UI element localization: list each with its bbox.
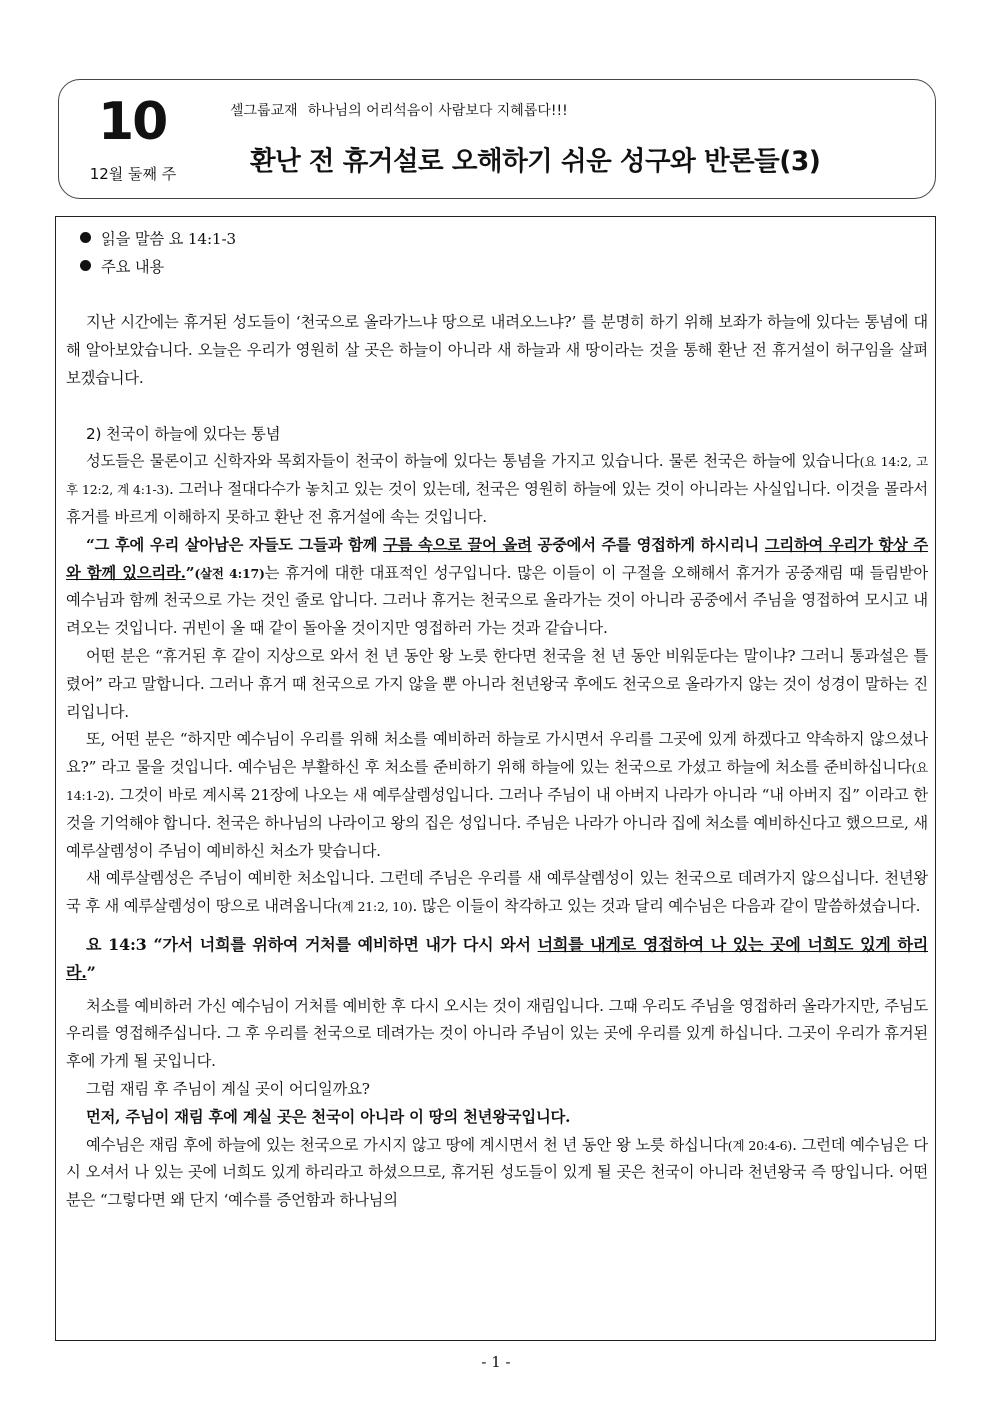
paragraph: 성도들은 물론이고 신학자와 목회자들이 천국이 하늘에 있다는 통념을 가지고 있습니다. 물론 천국은 하늘에 있습니다(요 14:2, 고후 12:2, 계 4:1-3). 그러나 절대다수가 놓치고 있는 것이 있는데, 천국은 영원히 하늘에 있는 것이 아니라는 사실입니다. 이것을 몰라서 휴거를 바르게 이해하지 못하고 환난 전 휴거설에 속는 것입니다.: [66, 452, 928, 526]
paragraph: 그럼 재림 후 주님이 계실 곳이 어디일까요?: [86, 1079, 370, 1098]
scripture-ref: (살전 4:17): [194, 565, 265, 581]
lesson-number: 10: [98, 92, 167, 152]
underlined-phrase: 그리하여 우리가 항상 주와 함께 있으리라.: [66, 535, 928, 582]
reading-reference: 요 14:1-3: [168, 230, 236, 248]
underlined-phrase: 너희를 내게로 영접하여 나 있는 곳에 너희도 있게 하리라.: [66, 934, 928, 982]
lesson-week: 12월 둘째 주: [89, 165, 177, 183]
paragraph: 또, 어떤 분은 “하지만 예수님이 우리를 위해 처소를 예비하러 하늘로 가시면서 우리를 그곳에 있게 하겠다고 약속하지 않으셨나요?” 라고 물을 것입니다. 예수님은 부활하신 후 처소를 준비하기 위해 하늘에 있는 천국으로 가셨고 하늘에 처소를 준비하십니다(요 14:1-2). 그것이 바로 계시록 21장에 나오는 새 예루살렘성입니다. 그러나 주님이 내 아버지 나라가 아니라 “내 아버지 집” 이라고 한 것을 기억해야 합니다. 천국은 하나님의 나라이고 왕의 집은 성입니다. 주님은 나라가 아니라 집에 처소를 예비하신다고 했으므로, 새 예루살렘성이 주님이 예비하신 처소가 맞습니다.: [66, 730, 928, 860]
scripture-ref: (계 21:2, 10): [337, 899, 413, 915]
scripture-ref: (요 14:2, 고후 12:2, 계 4:1-3): [66, 454, 928, 498]
paragraph: 새 예루살렘성은 주님이 예비한 처소입니다. 그런데 주님은 우리를 새 예루살렘성이 있는 천국으로 데려가지 않으십니다. 천년왕국 후 새 예루살렘성이 땅으로 내려옵니다(계 21:2, 10). 많은 이들이 착각하고 있는 것과 달리 예수님은 다음과 같이 말씀하셨습니다.: [66, 869, 928, 916]
paragraph-quote: “그 후에 우리 살아남은 자들도 그들과 함께 구름 속으로 끌어 올려 공중에서 주를 영접하게 하시리니 그리하여 우리가 항상 주와 함께 있으리라.”(살전 4:17)는 휴거에 대한 대표적인 성구입니다. 많은 이들이 이 구절을 오해해서 휴거가 공중재림 때 들림받아 예수님과 함께 천국으로 가는 것인 줄로 압니다. 그러나 휴거는 천국으로 올라가는 것이 아니라 공중에서 주님을 영접하여 모시고 내려오는 것입니다. 귀빈이 올 때 같이 돌아올 것이지만 영접하러 가는 것과 같습니다.: [66, 535, 928, 638]
main-content-line: [66, 254, 928, 282]
bullet-icon: [80, 232, 91, 243]
paragraph: 어떤 분은 “휴거된 후 같이 지상으로 와서 천 년 동안 왕 노릇 한다면 천국을 천 년 동안 비워둔다는 말이냐? 그러니 통과설은 틀렸어” 라고 말합니다. 그러나 휴거 때 천국으로 가지 않을 뿐 아니라 천년왕국 후에도 천국으로 올라가지 않는 것이 성경이 말하는 진리입니다.: [66, 646, 928, 721]
page-number: - 1 -: [481, 1353, 511, 1371]
paragraph-intro: 지난 시간에는 휴거된 성도들이 ‘천국으로 올라가느냐 땅으로 내려오느냐?’ 를 분명히 하기 위해 보좌가 하늘에 있다는 통념에 대해 알아보았습니다. 오늘은 우리가 영원히 살 곳은 하늘이 아니라 새 하늘과 새 땅이라는 것을 통해 환난 전 휴거설이 허구임을 살펴보겠습니다.: [66, 313, 928, 387]
key-verse: 요 14:3 “가서 너희를 위하여 거처를 예비하면 내가 다시 와서 너희를 내게로 영접하여 나 있는 곳에 너희도 있게 하리라.”: [66, 934, 928, 982]
reading-label: 읽을 말씀: [101, 230, 164, 248]
series-label: 셀그룹교재: [230, 103, 298, 119]
paragraph: 예수님은 재림 후에 하늘에 있는 천국으로 가시지 않고 땅에 계시면서 천 년 동안 왕 노릇 하십니다(계 20:4-6). 그런데 예수님은 다시 오셔서 나 있는 곳에 너희도 있게 하리라고 하셨으므로, 휴거된 성도들이 있게 될 곳은 천국이 아니라 천년왕국 즉 땅입니다. 어떤 분은 “그렇다면 왜 단지 ‘예수를 증언함과 하나님의: [66, 1135, 928, 1210]
main-content-label: 주요 내용: [101, 257, 164, 276]
series-line: [230, 100, 568, 120]
paragraph-emphasis: 먼저, 주님이 재림 후에 계실 곳은 천국이 아니라 이 땅의 천년왕국입니다.: [86, 1107, 571, 1126]
series-motto: 하나님의 어리석음이 사람보다 지혜롭다!!!: [307, 103, 568, 119]
paragraph: 처소를 예비하러 가신 예수님이 거처를 예비한 후 다시 오시는 것이 재림입니다. 그때 우리도 주님을 영접하러 올라가지만, 주님도 우리를 영접해주십니다. 그 후 우리를 천국으로 데려가는 것이 아니라 주님이 있는 곳에 우리를 있게 하십니다. 그곳이 우리가 휴거된 후에 가게 될 곳입니다.: [66, 996, 928, 1071]
underlined-phrase: 구름 속으로 끌어 올려: [383, 535, 532, 554]
reading-line: [66, 226, 928, 254]
scripture-ref: (계 20:4-6): [727, 1137, 793, 1153]
bullet-icon: [80, 260, 91, 271]
content-body: [66, 226, 928, 1215]
page-title: 환난 전 휴거설로 오해하기 쉬운 성구와 반론들(3): [250, 146, 821, 177]
scripture-ref: (요 14:1-2): [66, 760, 928, 803]
section-heading: 2) 천국이 하늘에 있다는 통념: [86, 424, 281, 443]
